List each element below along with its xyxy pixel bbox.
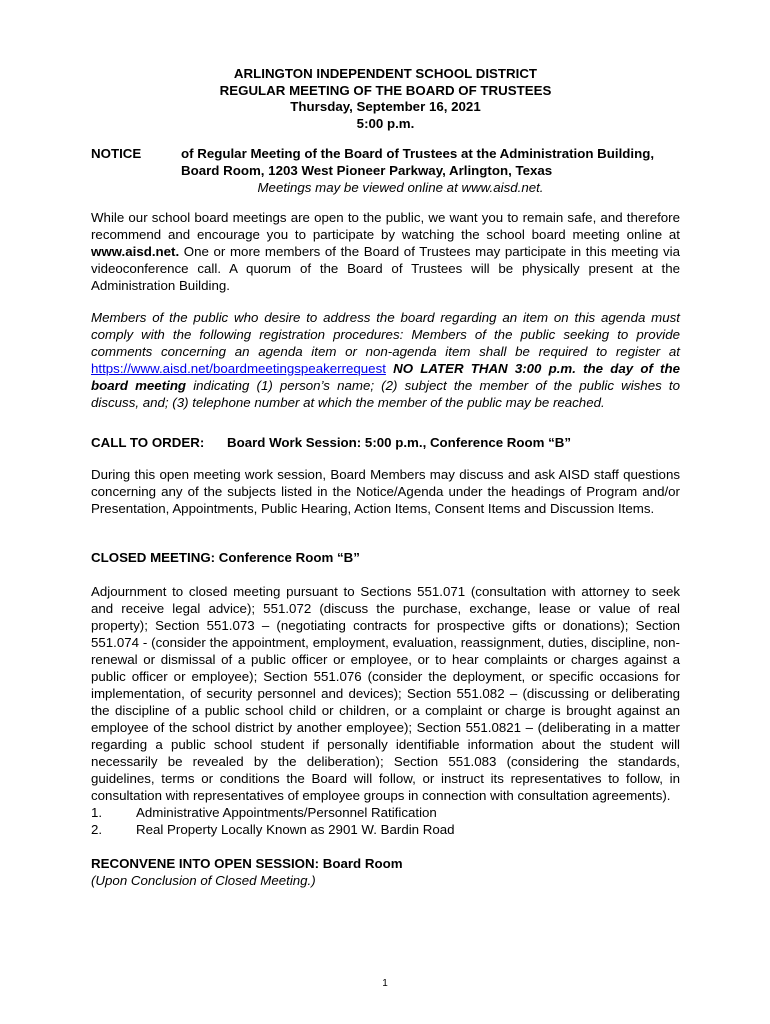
speaker-request-link[interactable]: https://www.aisd.net/boardmeetingspeakerrequest xyxy=(91,361,386,376)
call-to-order-text: Board Work Session: 5:00 p.m., Conference Room “B” xyxy=(227,435,572,450)
list-item xyxy=(91,804,680,821)
paragraph-public-safety xyxy=(91,209,680,294)
list-item-number: 1. xyxy=(91,805,103,820)
paragraph-text: While our school board meetings are open to the public, we want you to remain safe, and therefore recommend and encourage you to participate by watching the school board meeting online at xyxy=(91,210,680,242)
closed-meeting-items xyxy=(91,804,680,838)
meeting-title: REGULAR MEETING OF THE BOARD OF TRUSTEES xyxy=(219,82,552,98)
notice-line-1: of Regular Meeting of the Board of Trustees at the Administration Building, xyxy=(181,146,655,161)
closed-meeting-heading: CLOSED MEETING: Conference Room “B” xyxy=(91,550,360,565)
list-item-text: Administrative Appointments/Personnel Ratification xyxy=(136,805,437,820)
list-item-text: Real Property Locally Known as 2901 W. Bardin Road xyxy=(136,822,455,837)
document-content xyxy=(91,66,680,889)
notice-block xyxy=(91,145,680,196)
paragraph-registration xyxy=(91,309,680,411)
paragraph-text: One or more members of the Board of Trustees may participate in this meeting via videoconference call. A quorum of the Board of Trustees will be physically present at the Administration Building. xyxy=(91,244,680,293)
call-to-order-label: CALL TO ORDER: xyxy=(91,435,205,450)
meeting-time: 5:00 p.m. xyxy=(356,115,415,131)
reconvene-heading: RECONVENE INTO OPEN SESSION: Board Room xyxy=(91,856,403,871)
notice-line-2: Board Room, 1203 West Pioneer Parkway, Arlington, Texas xyxy=(181,163,553,178)
website-text: www.aisd.net. xyxy=(91,244,180,259)
list-item xyxy=(91,821,680,838)
reconvene-subtext: (Upon Conclusion of Closed Meeting.) xyxy=(91,873,316,888)
list-item-number: 2. xyxy=(91,822,103,837)
paragraph-closed-meeting: Adjournment to closed meeting pursuant to Sections 551.071 (consultation with attorney to seek and receive legal advice); 551.072 (discuss the purchase, exchange, lease or value of real property); Section 551.073 – (negotiating contracts for prospective gifts or donations); Section 551.074 - (consider the appointment, employment, evaluation, reassignment, duties, discipline, non-renewal or dismissal of a public officer or employee, or to hear complaints or charges against a public officer or employee); Section 551.076 (consider the deployment, or specific occasions for implementation, of security personnel and devices); Section 551.082 – (discussing or deliberating the discipline of a public school child or children, or a complaint or charge is brought against an employee of the school district by another employee); Section 551.0821 – (deliberating in a matter regarding a public school student if personally identifiable information about the student will necessarily be revealed by the deliberation); Section 551.083 (considering the standards, guidelines, terms or conditions the Board will follow, or instruct its representatives to follow, in consultation with representatives of employee groups in connection with consultation agreements). xyxy=(91,584,680,803)
paragraph-work-session: During this open meeting work session, Board Members may discuss and ask AISD staff questions concerning any of the subjects listed in the Notice/Agenda under the headings of Program and/or Presentation, Appointments, Public Hearing, Action Items, Consent Items and Discussion Items. xyxy=(91,467,680,516)
deadline-text: NO LATER THAN 3:00 p.m. the day of the board meeting xyxy=(91,361,680,393)
call-to-order xyxy=(91,434,680,451)
notice-label: NOTICE xyxy=(91,146,142,161)
meeting-date: Thursday, September 16, 2021 xyxy=(290,99,481,114)
district-name: ARLINGTON INDEPENDENT SCHOOL DISTRICT xyxy=(233,66,538,81)
page-number: 1 xyxy=(382,978,388,989)
notice-body xyxy=(181,145,680,196)
notice-line-3: Meetings may be viewed online at www.aisd.net. xyxy=(257,180,544,195)
document-header xyxy=(91,66,680,132)
paragraph-text: indicating (1) person’s name; (2) subject the member of the public wishes to discuss, and; (3) telephone number at which the member of the public may be reached. xyxy=(91,378,680,410)
paragraph-text: Members of the public who desire to address the board regarding an item on this agenda must comply with the following registration procedures: Members of the public seeking to provide comments concerning an agenda item or non-agenda item shall be required to register at xyxy=(91,310,680,359)
